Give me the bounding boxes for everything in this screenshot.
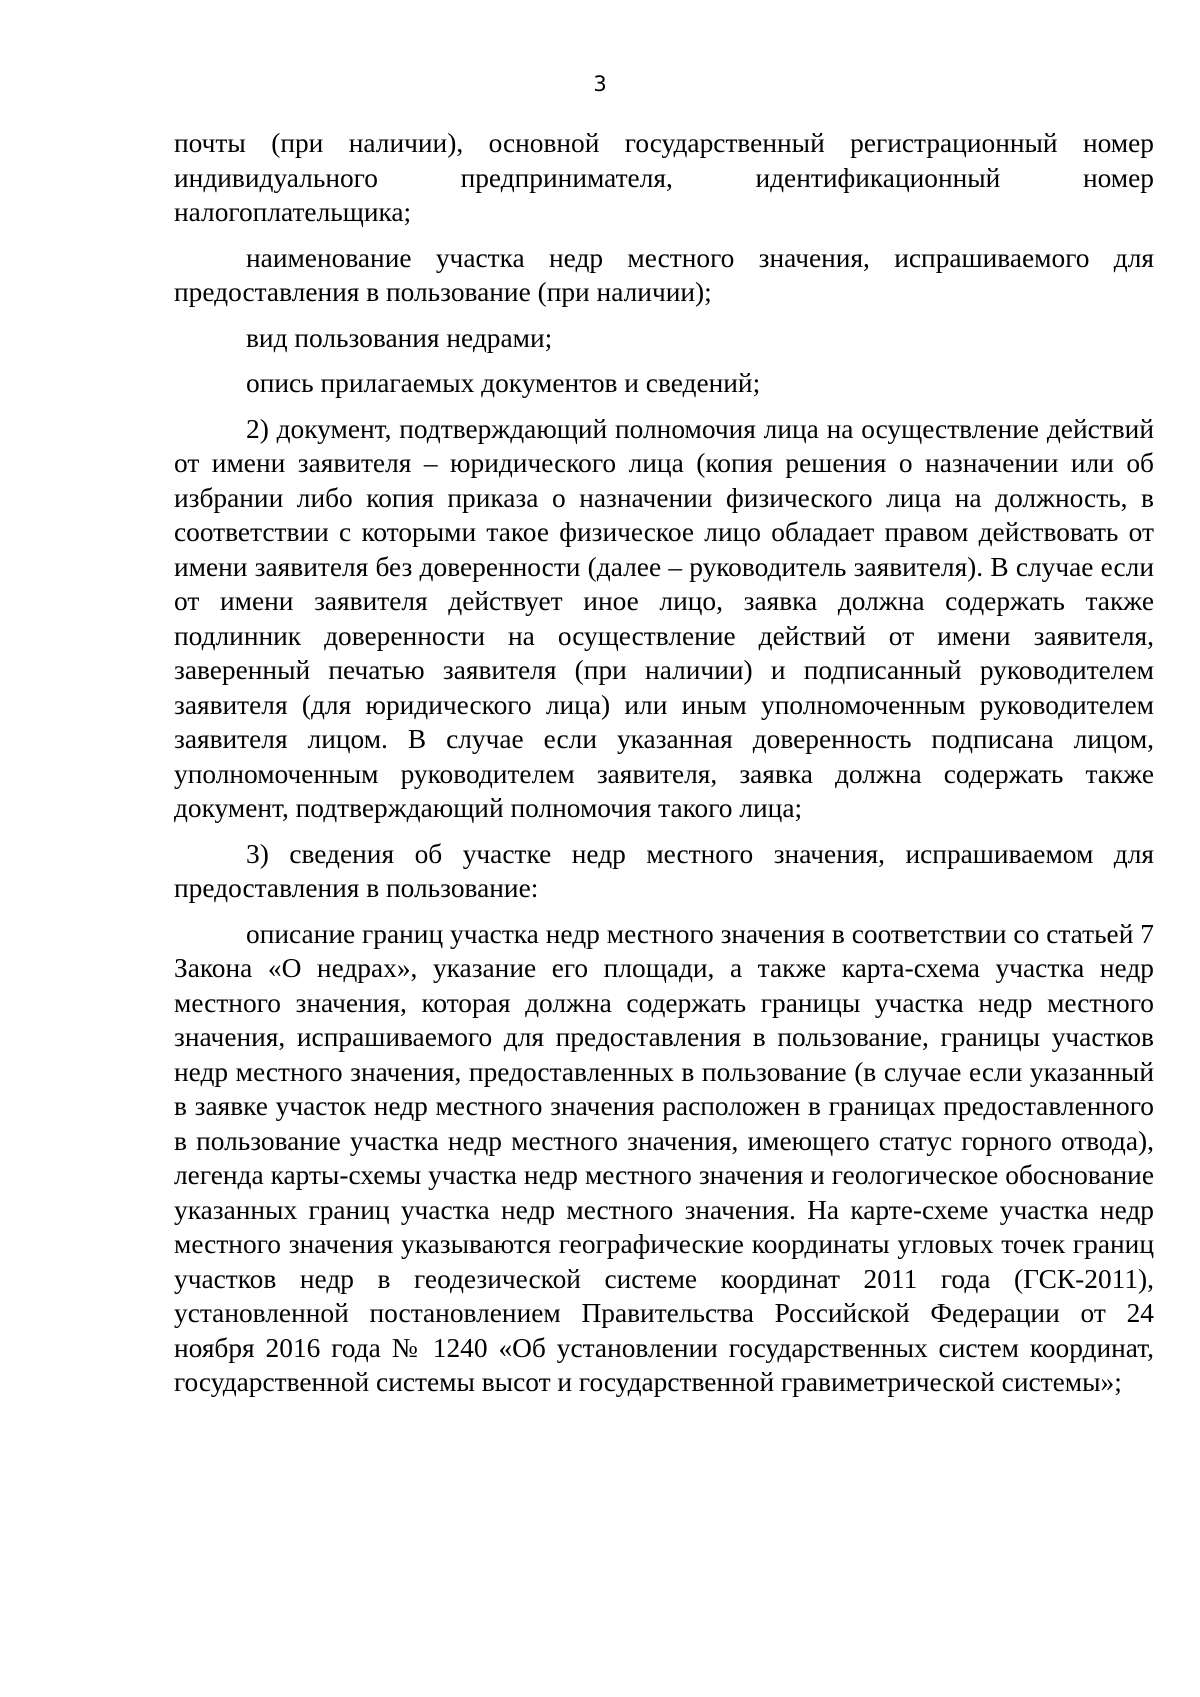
paragraph-plot-boundaries-description: описание границ участка недр местного значения в соответствии со статьей 7 Закона «О недрах», указание его площади, а также карта-схема участка недр местного значения, которая должна содержать границы участка недр местного значения, испрашиваемого для предоставления в пользование, границы участков недр местного значения, предоставленных в пользование (в случае если указанный в заявке участок недр местного значения расположен в границах предоставленного в пользование участка недр местного значения, имеющего статус горного отвода), легенда карты-схемы участка недр местного значения и геологическое обоснование указанных границ участка недр местного значения. На карте-схеме участка недр местного значения указываются географические координаты угловых точек границ участков недр в геодезической системе координат 2011 года (ГСК-2011), установленной постановлением Правительства Российской Федерации от 24 ноября 2016 года № 1240 «Об установлении государственных систем координат, государственной системы высот и государственной гравиметрической системы»; <box>174 918 1154 1397</box>
page-number: 3 <box>593 72 607 96</box>
paragraph-subsoil-use-type: вид пользования недрами; <box>246 322 553 353</box>
paragraph-item-3-plot-information: 3) сведения об участке недр местного значения, испрашиваемом для предоставления в пользование: <box>174 838 1154 903</box>
paragraph-subsoil-plot-name: наименование участка недр местного значения, испрашиваемого для предоставления в пользование (при наличии); <box>174 242 1154 307</box>
document-body <box>174 126 1154 1411</box>
paragraph-item-2-authority-document: 2) документ, подтверждающий полномочия лица на осуществление действий от имени заявителя – юридического лица (копия решения о назначении или об избрании либо копия приказа о назначении физического лица на должность, в соответствии с которыми такое физическое лицо обладает правом действовать от имени заявителя без доверенности (далее – руководитель заявителя). В случае если от имени заявителя действует иное лицо, заявка должна содержать также подлинник доверенности на осуществление действий от имени заявителя, заверенный печатью заявителя (при наличии) и подписанный руководителем заявителя (для юридического лица) или иным уполномоченным руководителем заявителя лицом. В случае если указанная доверенность подписана лицом, уполномоченным руководителем заявителя, заявка должна содержать также документ, подтверждающий полномочия такого лица; <box>174 413 1154 823</box>
paragraph-document-inventory: опись прилагаемых документов и сведений; <box>246 368 761 398</box>
paragraph-applicant-details-end: почты (при наличии), основной государственный регистрационный номер индивидуального предпринимателя, идентификационный номер налогоплательщика; <box>174 128 1154 227</box>
